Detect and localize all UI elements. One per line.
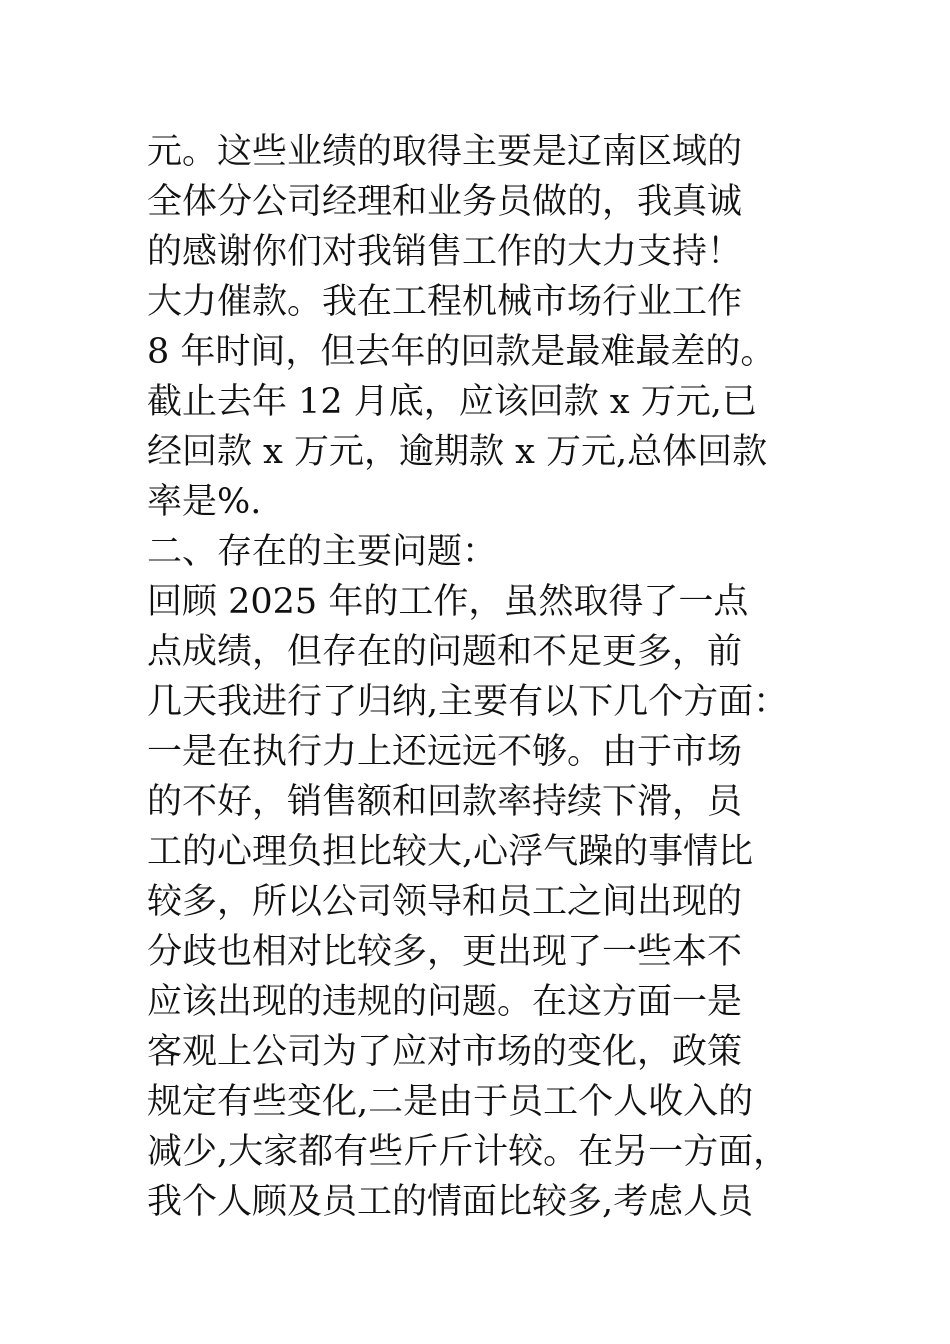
text-line: 工的心理负担比较大,心浮气躁的事情比 [147, 832, 754, 872]
text-line: 8 年时间，但去年的回款是最难最差的。 [147, 332, 776, 372]
text-line: 应该出现的违规的问题。在这方面一是 [147, 982, 743, 1022]
section-heading: 二、存在的主要问题： [147, 532, 498, 572]
text-line: 元。这些业绩的取得主要是辽南区域的 [147, 132, 743, 172]
text-line: 的感谢你们对我销售工作的大力支持！ [147, 232, 743, 272]
text-line: 截止去年 12 月底，应该回款 x 万元,已 [147, 382, 757, 422]
body-text [147, 127, 847, 1227]
text-line: 分歧也相对比较多，更出现了一些本不 [147, 932, 743, 972]
text-line: 客观上公司为了应对市场的变化，政策 [147, 1032, 743, 1072]
text-line: 减少,大家都有些斤斤计较。在另一方面， [147, 1132, 789, 1172]
text-line: 全体分公司经理和业务员做的，我真诚 [147, 182, 743, 222]
text-line: 大力催款。我在工程机械市场行业工作 [147, 282, 743, 322]
text-line: 率是%. [147, 482, 262, 522]
text-line: 点成绩，但存在的问题和不足更多，前 [147, 632, 743, 672]
text-line: 我个人顾及员工的情面比较多,考虑人员 [147, 1182, 754, 1222]
text-line: 规定有些变化,二是由于员工个人收入的 [147, 1082, 754, 1122]
text-line: 一是在执行力上还远远不够。由于市场 [147, 732, 743, 772]
text-line: 的不好，销售额和回款率持续下滑，员 [147, 782, 743, 822]
text-line: 几天我进行了归纳,主要有以下几个方面： [147, 682, 789, 722]
text-line: 经回款 x 万元，逾期款 x 万元,总体回款 [147, 432, 768, 472]
text-line: 较多，所以公司领导和员工之间出现的 [147, 882, 743, 922]
text-line: 回顾 2025 年的工作，虽然取得了一点 [147, 582, 749, 622]
